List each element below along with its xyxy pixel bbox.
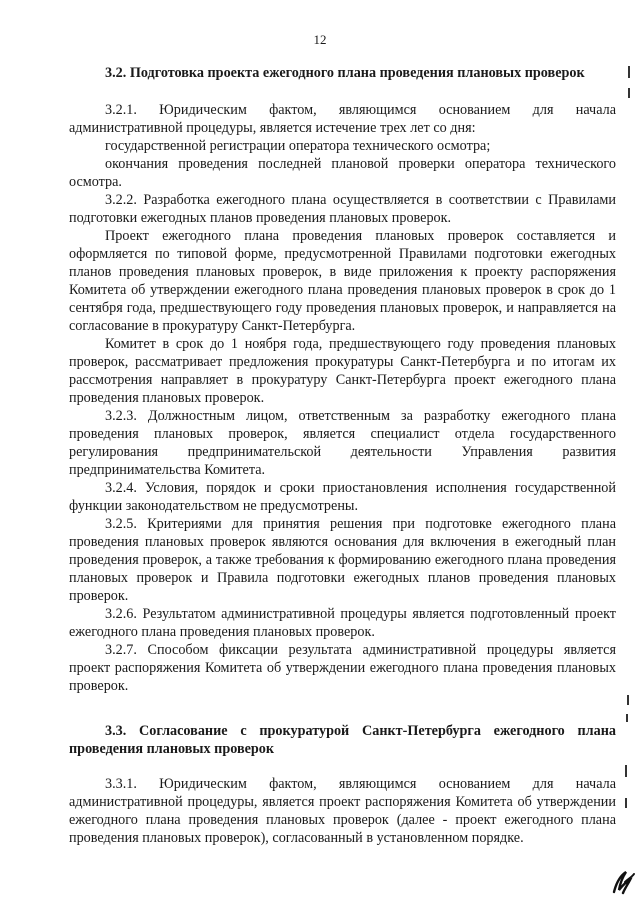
section-3-2-body [69,101,616,695]
scan-margin-mark [627,695,629,705]
paragraph-committee-deadline: Комитет в срок до 1 ноября года, предшествующего году проведения плановых проверок, рассматривает предложения прокуратуры Санкт-Петербурга и по итогам их рассмотрения направляет в прокуратуру Санкт-Петербурга проект ежегодного плана проведения плановых проверок. [69,336,616,406]
paragraph-3-3-1: 3.3.1. Юридическим фактом, являющимся основанием для начала административной процедуры, является проект распоряжения Комитета об утверждении ежегодного плана проведения плановых проверок (далее - проект ежегодного плана проведения плановых проверок), согласованный в установленном порядке. [69,776,616,846]
section-3-3-heading: 3.3. Согласование с прокуратурой Санкт-Петербурга ежегодного плана проведения плановых проверок [69,723,616,757]
section-3-3-body [69,775,616,847]
paragraph-3-2-1: 3.2.1. Юридическим фактом, являющимся основанием для начала административной процедуры, является истечение трех лет со дня: [69,102,616,136]
paragraph-3-2-6: 3.2.6. Результатом административной процедуры является подготовленный проект ежегодного плана проведения плановых проверок. [69,606,616,640]
handwritten-initials [610,868,636,896]
scan-margin-mark [625,765,627,777]
scan-margin-mark [626,714,628,722]
paragraph-3-2-2: 3.2.2. Разработка ежегодного плана осуществляется в соответствии с Правилами подготовки ежегодных планов проведения плановых проверок. [69,192,616,226]
scan-margin-mark [628,66,630,78]
paragraph-3-2-4: 3.2.4. Условия, порядок и сроки приостановления исполнения государственной функции законодательством не предусмотрены. [69,480,616,514]
document-body [69,64,616,847]
paragraph-registration: государственной регистрации оператора технического осмотра; [105,138,491,154]
paragraph-plan-draft: Проект ежегодного плана проведения плановых проверок составляется и оформляется по типовой форме, предусмотренной Правилами подготовки ежегодных планов проведения плановых проверок, в виде приложения к проекту распоряжения Комитета об утверждении ежегодного плана проведения плановых проверок в срок до 1 сентября года, предшествующего году проведения плановых проверок, и направляется на согласование в прокуратуру Санкт-Петербурга. [69,228,616,334]
paragraph-3-2-5: 3.2.5. Критериями для принятия решения при подготовке ежегодного плана проведения плановых проверок являются основания для включения в ежегодный план проведения проверок, а также требования к формированию ежегодного плана проведения плановых проверок и Правила подготовки ежегодных планов проведения плановых проверок. [69,516,616,604]
page-number: 12 [313,32,327,47]
scan-margin-mark [628,88,630,98]
scan-margin-mark [625,798,627,808]
paragraph-3-2-7: 3.2.7. Способом фиксации результата административной процедуры является проект распоряжения Комитета об утверждении ежегодного плана проведения плановых проверок. [69,642,616,694]
paragraph-last-check: окончания проведения последней плановой проверки оператора технического осмотра. [69,156,616,190]
paragraph-3-2-3: 3.2.3. Должностным лицом, ответственным за разработку ежегодного плана проведения плановых проверок, является специалист отдела государственного регулирования предпринимательской деятельности Управления развития предпринимательства Комитета. [69,408,616,478]
section-3-2-heading: 3.2. Подготовка проекта ежегодного плана проведения плановых проверок [105,65,585,81]
